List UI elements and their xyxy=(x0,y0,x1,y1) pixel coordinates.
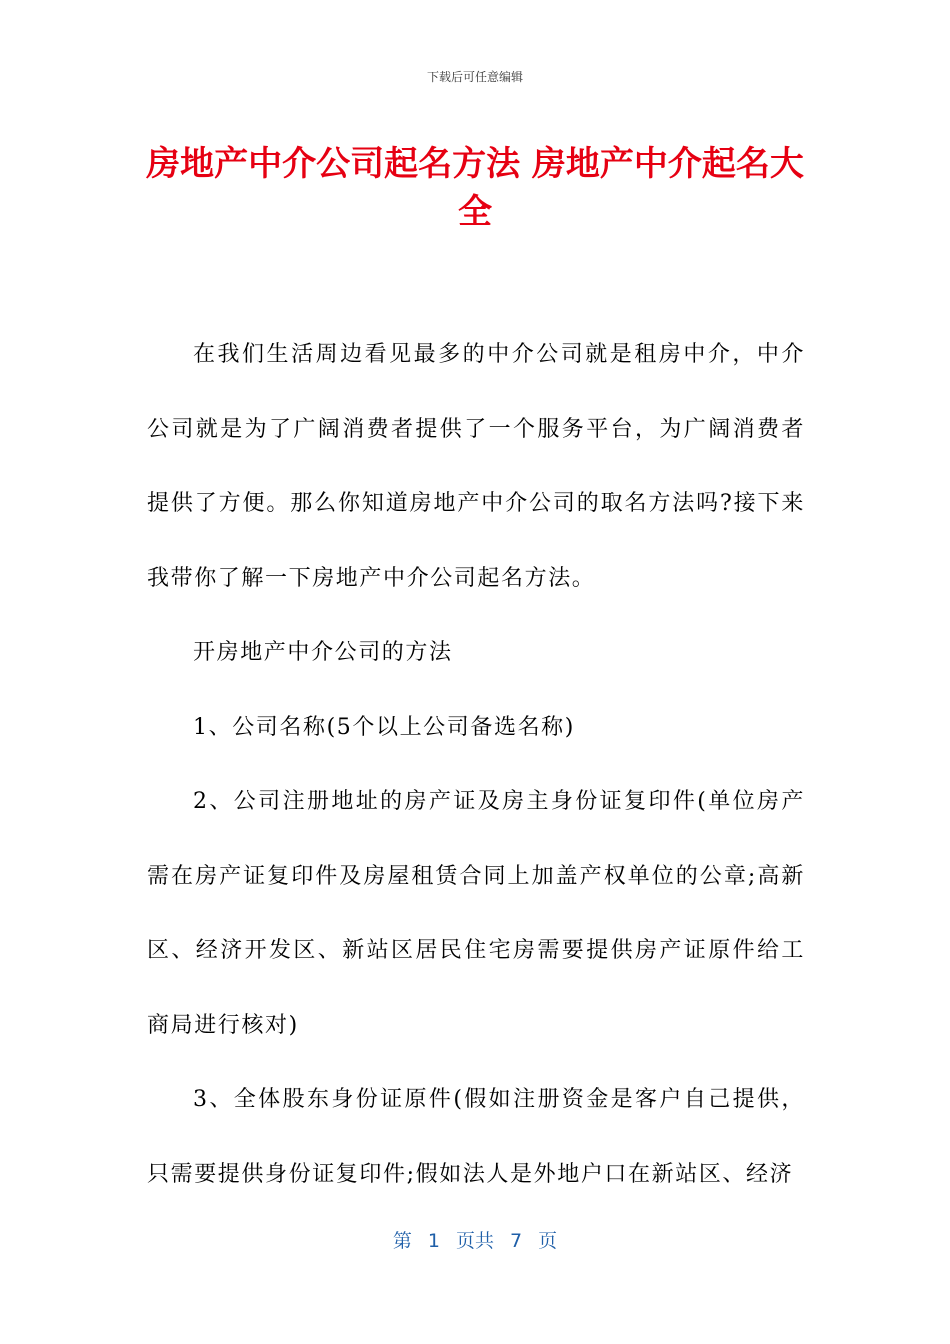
paragraph-intro: 在我们生活周边看见最多的中介公司就是租房中介，中介公司就是为了广阔消费者提供了一个服务平台，为广阔消费者提供了方便。那么你知道房地产中介公司的取名方法吗?接下来我带你了解一下房地产中介公司起名方法。 xyxy=(147,342,805,591)
document-title: 房地产中介公司起名方法 房地产中介起名大全 xyxy=(146,144,804,232)
paragraph-item-2: 2、公司注册地址的房产证及房主身份证复印件(单位房产需在房产证复印件及房屋租赁合同上加盖产权单位的公章;高新区、经济开发区、新站区居民住宅房需要提供房产证原件给工商局进行核对) xyxy=(147,789,805,1038)
header-note: 下载后可任意编辑 xyxy=(426,70,523,84)
page-number-footer: 第 1 页共 7 页 xyxy=(392,1230,558,1252)
paragraph-item-3: 3、全体股东身份证原件(假如注册资金是客户自己提供，只需要提供身份证复印件;假如法人是外地户口在新站区、经济 xyxy=(147,1087,805,1187)
document-body xyxy=(147,318,805,1212)
paragraph-item-1: 1、公司名称(5个以上公司备选名称) xyxy=(193,714,575,740)
paragraph-section-heading: 开房地产中介公司的方法 xyxy=(193,640,453,665)
